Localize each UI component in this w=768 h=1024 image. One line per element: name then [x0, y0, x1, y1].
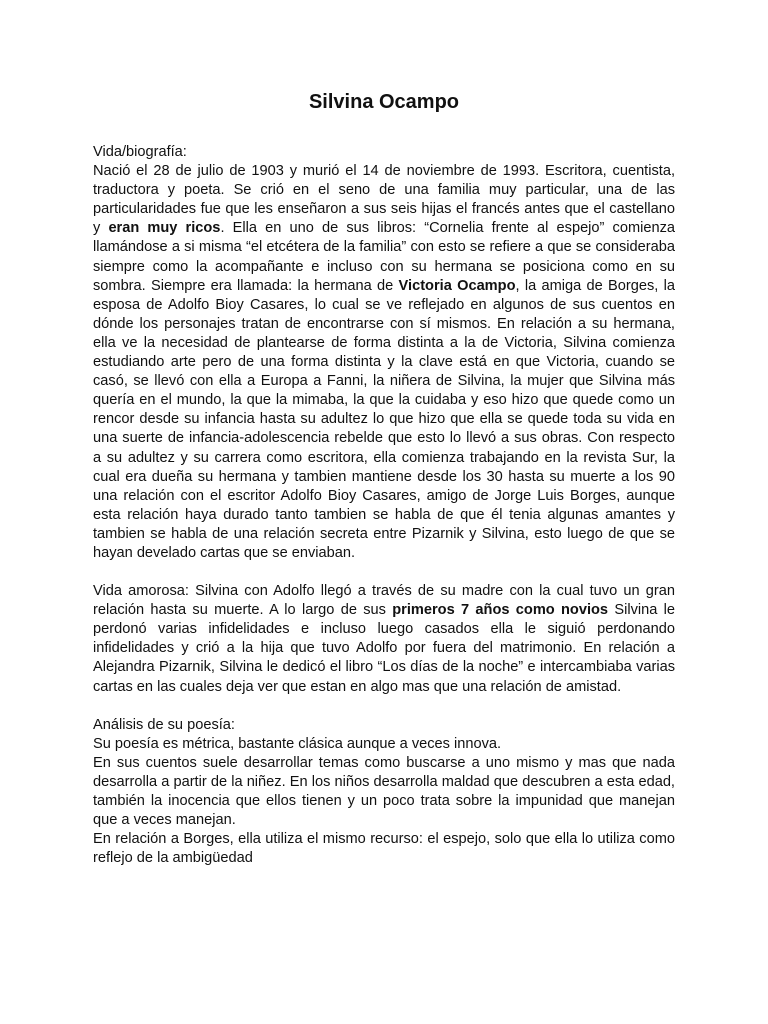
- bio-text-1: Nació el 28 de julio de 1903 y murió el 14 de noviembre de 1993. Escritora, cuentista, traductora y poeta. Se crió en el seno de una familia muy particular, una de las particularidades fue que les enseñaron a sus seis hijas el francés antes que el castellano y: [93, 163, 675, 237]
- document-page: [93, 90, 675, 868]
- love-paragraph: [93, 582, 675, 697]
- page-title: Silvina Ocampo: [308, 91, 460, 113]
- spacer: [93, 563, 675, 582]
- spacer: [93, 697, 675, 716]
- poetry-paragraph-2: En sus cuentos suele desarrollar temas como buscarse a uno mismo y mas que nada desarrolla a partir de la niñez. En los niños desarrolla maldad que descubren a esta edad, también la inocencia que ellos tienen y un poco trata sobre la impunidad que manejan que a veces manejan.: [93, 754, 675, 829]
- poetry-line-1: Su poesía es métrica, bastante clásica aunque a veces innova.: [93, 735, 502, 752]
- bio-paragraph: [93, 162, 675, 563]
- bio-bold-victoria: Victoria Ocampo: [398, 277, 516, 294]
- bio-bold-rich: eran muy ricos: [108, 220, 221, 237]
- bio-text-2: . Ella en uno de sus libros: “Cornelia frente al espejo” comienza llamándose a si misma “el etcétera de la familia” con esto se refiere a que se consideraba siempre como la acompañante e incluso con su hermana se posiciona como en su sombra. Siempre era llamada: la hermana de: [93, 220, 675, 294]
- love-text-1: Vida amorosa: Silvina con Adolfo llegó a través de su madre con la cual tuvo un gran relación hasta su muerte. A lo largo de sus: [93, 583, 675, 619]
- love-bold-years: primeros 7 años como novios: [392, 602, 609, 619]
- poetry-heading: Análisis de su poesía:: [93, 716, 235, 733]
- bio-text-3: , la amiga de Borges, la esposa de Adolfo Bioy Casares, lo cual se ve reflejado en algunos de sus cuentos en dónde los personajes tratan de encontrarse con sí mismos. En relación a su hermana, ella ve la necesidad de plantearse de forma distinta a la de Victoria, Silvina comienza estudiando arte pero de una forma distinta y la clave está en que Victoria, cuando se casó, se llevó con ella a Europa a Fanni, la niñera de Silvina, la mujer que Silvina más quería en el mundo, la que la mimaba, la que la cuidaba y eso hizo que quede como un rencor desde su infancia hasta su adultez lo que hizo que ella se quede toda su vida en una suerte de infancia-adolescencia rebelde que esto lo llevó a sus obras. Con respecto a su adultez y su carrera como escritora, ella comienza trabajando en la revista Sur, la cual era dueña su hermana y tambien mantiene desde los 30 hasta su muerte a los 90 una relación con el escritor Adolfo Bioy Casares, amigo de Jorge Luis Borges, aunque esta relación haya durado tanto tambien se habla de que él tenia algunas amantes y tambien se habla de una relación secreta entre Pizarnik y Silvina, esto luego de que se hayan develado cartas que se enviaban.: [93, 277, 675, 561]
- bio-heading: Vida/biografía:: [93, 144, 187, 160]
- love-text-2: Silvina le perdonó varias infidelidades e incluso luego casados ella le siguió perdonando infidelidades y crió a la hija que tuvo Adolfo por fuera del matrimonio. En relación a Alejandra Pizarnik, Silvina le dedicó el libro “Los días de la noche” e intercambiaba varias cartas en las cuales deja ver que estan en algo mas que una relación de amistad.: [93, 602, 675, 695]
- poetry-paragraph-3: En relación a Borges, ella utiliza el mismo recurso: el espejo, solo que ella lo utiliza como reflejo de la ambigüedad: [93, 831, 675, 867]
